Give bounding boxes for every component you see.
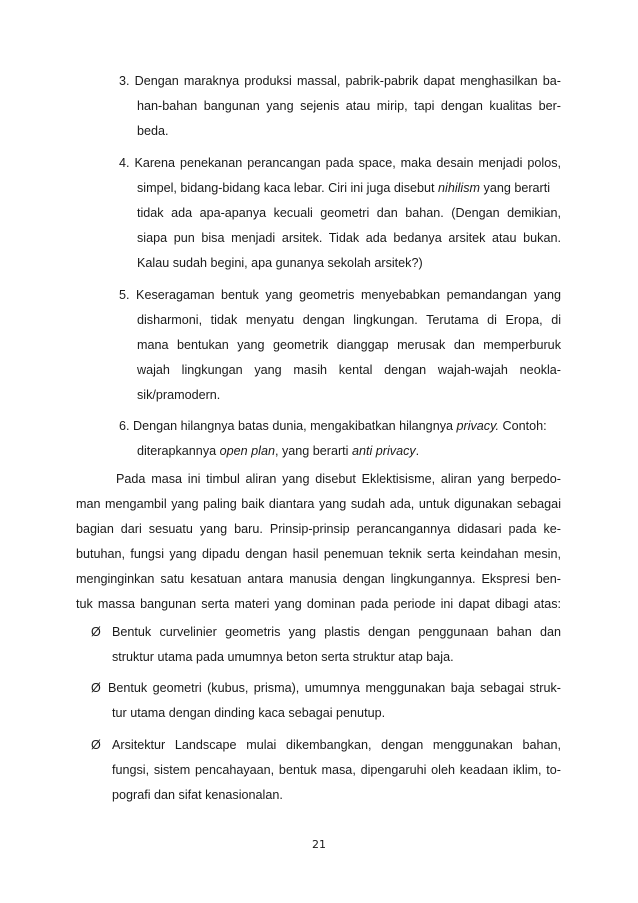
privacy-term: privacy. [456, 419, 499, 433]
text-span: , yang berarti [274, 444, 352, 458]
list-item-4-line-3: tidak ada apa-apanya kecuali geometri dan bahan. (Dengan demikian, [137, 206, 561, 220]
list-item-5-line-1 [119, 287, 561, 303]
bullet-2-line-1: Bentuk geometri (kubus, prisma), umumnya menggunakan baja sebagai struk- [108, 681, 561, 695]
text-span: diterapkannya [137, 444, 220, 458]
paragraph-line-6: tuk massa bangunan serta materi yang dominan pada periode ini dapat dibagi atas: [76, 597, 561, 611]
page-number: 21 [312, 838, 326, 851]
bullet-2-line-2: tur utama dengan dinding kaca sebagai penutup. [112, 706, 386, 720]
list-item-4-line-2 [137, 180, 550, 196]
bullet-3-line-3: pografi dan sifat kenasionalan. [112, 788, 283, 802]
list-item-4-text: Karena penekanan perancangan pada space, maka desain menjadi polos, [134, 156, 561, 170]
list-item-5-text: Keseragaman bentuk yang geometris menyebabkan pemandangan yang [136, 288, 561, 302]
list-item-4-number: 4. [119, 156, 130, 170]
list-item-5-line-4: wajah lingkungan yang masih kental dengan wajah-wajah neokla- [137, 363, 561, 377]
list-item-3-line-1 [119, 73, 561, 89]
text-span: yang berarti [480, 181, 551, 195]
list-item-3-number: 3. [119, 74, 130, 88]
bullet-1-line-1: Bentuk curvelinier geometris yang plastis dengan penggunaan bahan dan [112, 625, 561, 639]
list-item-5-line-5: sik/pramodern. [137, 388, 221, 402]
bullet-2-marker: Ø [91, 681, 101, 695]
list-item-5-line-2: disharmoni, tidak menyatu dengan lingkungan. Terutama di Eropa, di [137, 313, 561, 327]
list-item-4-line-5: Kalau sudah begini, apa gunanya sekolah arsitek?) [137, 256, 423, 270]
list-item-3-line-2: han-bahan bangunan yang sejenis atau mirip, tapi dengan kualitas ber- [137, 99, 561, 113]
text-span: simpel, bidang-bidang kaca lebar. Ciri ini juga disebut [137, 181, 439, 195]
list-item-6-number: 6. [119, 419, 130, 433]
paragraph-line-3: bagian dari sesuatu yang baru. Prinsip-prinsip perancangannya didasari pada ke- [76, 522, 561, 536]
paragraph-line-2: man mengambil yang paling baik diantara yang sudah ada, untuk digunakan sebagai [76, 497, 561, 511]
bullet-1-marker: Ø [91, 625, 101, 639]
paragraph-line-1: Pada masa ini timbul aliran yang disebut Eklektisisme, aliran yang berpedo- [116, 472, 561, 486]
list-item-5-line-3: mana bentukan yang geometrik dianggap merusak dan memperburuk [137, 338, 561, 352]
list-item-4-line-1 [119, 155, 561, 171]
list-item-3-text: Dengan maraknya produksi massal, pabrik-pabrik dapat menghasilkan ba- [134, 74, 561, 88]
list-item-4-line-4: siapa pun bisa menjadi arsitek. Tidak ada bedanya arsitek atau bukan. [137, 231, 561, 245]
anti-privacy-term: anti privacy [351, 444, 416, 458]
bullet-3-line-1: Arsitektur Landscape mulai dikembangkan, dengan menggunakan bahan, [112, 738, 561, 752]
open-plan-term: open plan [219, 444, 275, 458]
nihilism-term: nihilism [438, 181, 481, 195]
text-span: Contoh: [498, 419, 547, 433]
list-item-3-line-3: beda. [137, 124, 169, 138]
text-span: . [415, 444, 420, 458]
list-item-6-line-2 [137, 443, 419, 459]
paragraph-line-5: menginginkan satu kesatuan antara manusia dengan lingkungannya. Ekspresi ben- [76, 572, 561, 586]
paragraph-line-4: butuhan, fungsi yang dipadu dengan hasil penemuan teknik serta keindahan mesin, [76, 547, 561, 561]
text-span: Dengan hilangnya batas dunia, mengakibatkan hilangnya [133, 419, 457, 433]
list-item-6-line-1 [119, 418, 547, 434]
bullet-3-marker: Ø [91, 738, 101, 752]
list-item-5-number: 5. [119, 288, 130, 302]
bullet-1-line-2: struktur utama pada umumnya beton serta struktur atap baja. [112, 650, 454, 664]
bullet-3-line-2: fungsi, sistem pencahayaan, bentuk masa, dipengaruhi oleh keadaan iklim, to- [112, 763, 561, 777]
